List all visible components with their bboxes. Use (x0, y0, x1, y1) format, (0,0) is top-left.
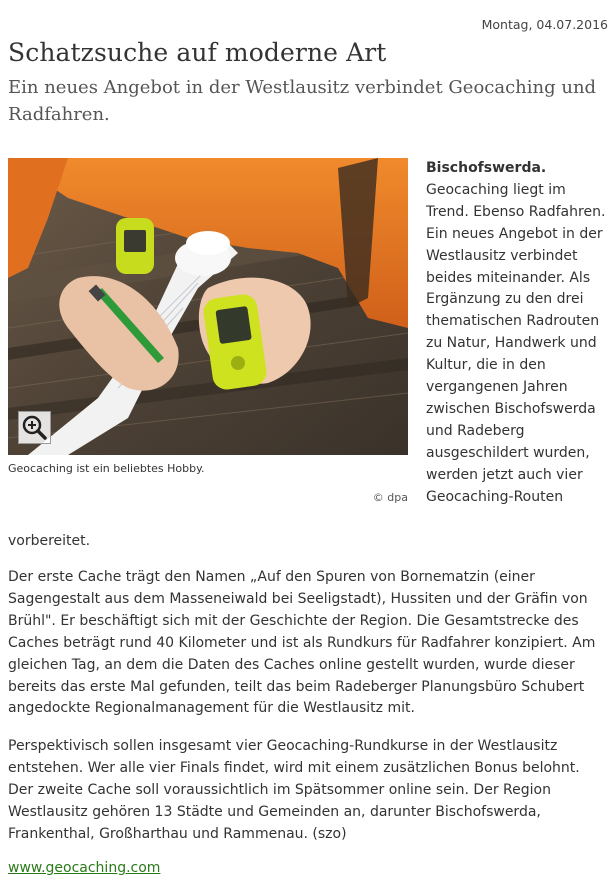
geocaching-link[interactable]: www.geocaching.com (8, 860, 161, 876)
dateline: Bischofswerda. (426, 160, 547, 176)
zoom-in-icon (19, 412, 50, 443)
paragraph-2: Der erste Cache trägt den Namen „Auf den Spuren von Bornematzin (einer Sagengestalt aus dem Masseneiwald bei Seeligstadt), Hussiten und der Gräfin von Brühl". Er beschäftigt sich mit der Geschichte der Region. Die Gesamtstrecke des Caches beträgt rund 40 Kilometer und ist als Rundkurs für Radfahrer konzipiert. Am gleichen Tag, an dem die Daten des Caches online gestellt wurden, wurde dieser bereits das erste Mal gefunden, teilt das beim Radeberger Planungsbüro Schubert angedockte Regionalmanagement für die Westlausitz mit. (8, 569, 596, 717)
image-credit: © dpa (372, 491, 408, 504)
article-figure (8, 158, 408, 504)
article-subtitle: Ein neues Angebot in der Westlausitz verbindet Geocaching und Radfahren. (8, 77, 597, 125)
lead-tail: vorbereitet. (8, 533, 91, 549)
zoom-button[interactable] (18, 411, 51, 444)
publish-date: Montag, 04.07.2016 (481, 17, 608, 32)
lead-text: Geocaching liegt im Trend. Ebenso Radfahren. Ein neues Angebot in der Westlausitz verbindet beides miteinander. Als Ergänzung zu den drei thematischen Radrouten zu Natur, Handwerk und Kultur, die in den vergangenen Jahren zwischen Bischofswerda und Radeberg ausgeschildert wurden, werden jetzt auch vier Geocaching-Routen (426, 181, 606, 505)
geocaching-photo-illustration (8, 158, 408, 455)
article-photo[interactable] (8, 158, 408, 455)
paragraph-3: Perspektivisch sollen insgesamt vier Geocaching-Rundkurse in der Westlausitz entstehen. Wer alle vier Finals findet, wird mit einem zusätzlichen Bonus belohnt. Der zweite Cache soll voraussichtlich im Spätsommer online sein. Der Region Westlausitz gehören 13 Städte und Gemeinden an, darunter Bischofswerda, Frankenthal, Großharthau und Rammenau. (szo) (8, 738, 580, 842)
article-title: Schatzsuche auf moderne Art (8, 38, 387, 67)
image-caption: Geocaching ist ein beliebtes Hobby. (8, 462, 205, 475)
lead-paragraph (426, 158, 606, 509)
